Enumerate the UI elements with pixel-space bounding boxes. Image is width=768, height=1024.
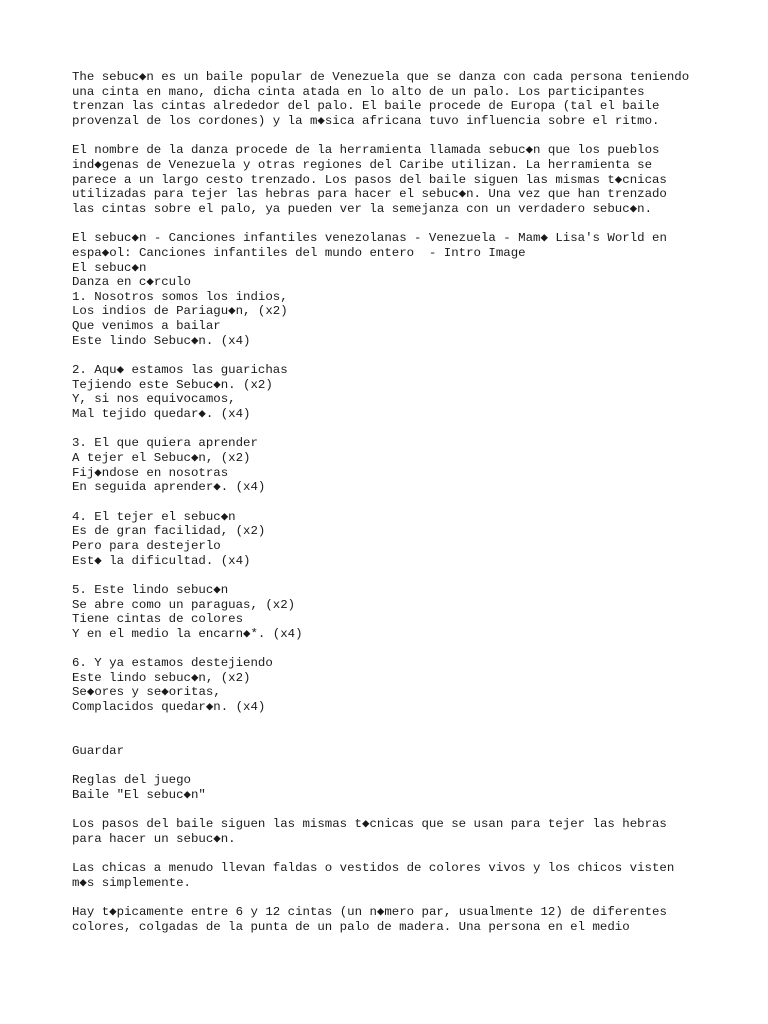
document-page <box>72 70 712 949</box>
text-line: El sebuc◆n - Canciones infantiles venezolanas - Venezuela - Mam◆ Lisa's World en <box>72 231 667 246</box>
verse-line: Y en el medio la encarn◆*. (x4) <box>72 626 303 641</box>
text-line: Hay t◆picamente entre 6 y 12 cintas (un n◆mero par, usualmente 12) de diferentes <box>72 905 667 920</box>
verse-line: Los indios de Pariagu◆n, (x2) <box>72 304 288 319</box>
rules-ribbons-paragraph <box>72 905 712 934</box>
verse-line: Complacidos quedar◆n. (x4) <box>72 700 266 715</box>
verse-line: Se abre como un paraguas, (x2) <box>72 597 296 612</box>
origin-paragraph <box>72 143 712 216</box>
song-header-and-verse-1 <box>72 231 712 348</box>
rules-steps-paragraph <box>72 817 712 846</box>
verse-line: 2. Aqu◆ estamos las guarichas <box>72 363 288 378</box>
verse-line: Mal tejido quedar◆. (x4) <box>72 407 251 422</box>
verse-line: Pero para destejerlo <box>72 538 221 553</box>
text-line: Reglas del juego <box>72 773 191 788</box>
text-line: parece a un largo cesto trenzado. Los pasos del baile siguen las mismas t◆cnicas <box>72 172 667 187</box>
intro-paragraph <box>72 70 712 129</box>
text-line: para hacer un sebuc◆n. <box>72 831 236 846</box>
text-line: ind◆genas de Venezuela y otras regiones del Caribe utilizan. La herramienta se <box>72 157 653 172</box>
verse-line: 6. Y ya estamos destejiendo <box>72 656 273 671</box>
song-subtitle: Danza en c◆rculo <box>72 275 191 290</box>
verse-line: Tejiendo este Sebuc◆n. (x2) <box>72 377 273 392</box>
verse-line: Est◆ la dificultad. (x4) <box>72 553 251 568</box>
text-line: m◆s simplemente. <box>72 875 191 890</box>
verse-line: A tejer el Sebuc◆n, (x2) <box>72 451 251 465</box>
text-line: espa◆ol: Canciones infantiles del mundo entero - Intro Image <box>72 245 526 260</box>
verse-4 <box>72 510 712 569</box>
verse-line: Este lindo Sebuc◆n. (x4) <box>72 333 251 348</box>
save-section <box>72 744 712 759</box>
verse-6 <box>72 656 712 715</box>
verse-5 <box>72 583 712 642</box>
rules-heading <box>72 773 712 802</box>
verse-line: 4. El tejer el sebuc◆n <box>72 509 236 524</box>
verse-line: Tiene cintas de colores <box>72 612 244 627</box>
rules-clothes-paragraph <box>72 861 712 890</box>
verse-line: Es de gran facilidad, (x2) <box>72 524 266 539</box>
song-title: El sebuc◆n <box>72 260 147 275</box>
verse-line: Y, si nos equivocamos, <box>72 392 236 407</box>
text-line: Baile "El sebuc◆n" <box>72 788 206 803</box>
text-line: Las chicas a menudo llevan faldas o vestidos de colores vivos y los chicos visten <box>72 861 675 876</box>
text-line: colores, colgadas de la punta de un palo de madera. Una persona en el medio <box>72 919 630 934</box>
verse-3 <box>72 436 712 495</box>
verse-line: En seguida aprender◆. (x4) <box>72 480 266 495</box>
text-line: El nombre de la danza procede de la herramienta llamada sebuc◆n que los pueblos <box>72 143 660 158</box>
text-line: una cinta en mano, dicha cinta atada en lo alto de un palo. Los participantes <box>72 84 645 99</box>
verse-line: 3. El que quiera aprender <box>72 436 258 451</box>
text-line: utilizadas para tejer las hebras para hacer el sebuc◆n. Una vez que han trenzado <box>72 187 667 202</box>
save-text: Guardar <box>72 744 125 759</box>
verse-2 <box>72 363 712 422</box>
text-line: provenzal de los cordones) y la m◆sica africana tuvo influencia sobre el ritmo. <box>72 113 660 128</box>
text-line: The sebuc◆n es un baile popular de Venezuela que se danza con cada persona teniendo <box>72 70 690 84</box>
verse-line: Se◆ores y se◆oritas, <box>72 685 221 700</box>
text-line: Los pasos del baile siguen las mismas t◆cnicas que se usan para tejer las hebras <box>72 817 667 832</box>
verse-line: 1. Nosotros somos los indios, <box>72 289 288 304</box>
verse-line: 5. Este lindo sebuc◆n <box>72 582 229 597</box>
text-line: las cintas sobre el palo, ya pueden ver la semejanza con un verdadero sebuc◆n. <box>72 201 653 216</box>
verse-line: Este lindo sebuc◆n, (x2) <box>72 670 251 685</box>
text-line: trenzan las cintas alrededor del palo. El baile procede de Europa (tal el baile <box>72 99 660 114</box>
verse-line: Que venimos a bailar <box>72 319 221 334</box>
verse-line: Fij◆ndose en nosotras <box>72 465 229 480</box>
